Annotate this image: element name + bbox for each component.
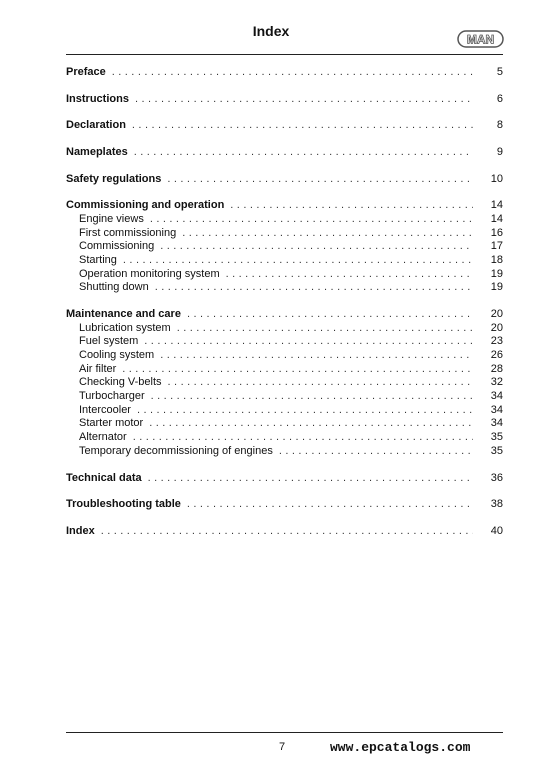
dot-leader [135, 93, 473, 106]
toc-entry-label: Air filter [79, 363, 117, 375]
dot-leader [137, 404, 473, 417]
toc-entry-label: Commissioning and operation [66, 199, 225, 211]
dot-leader [226, 268, 473, 281]
dot-leader [177, 322, 473, 335]
toc-entry-label: Temporary decommissioning of engines [79, 445, 273, 457]
toc-entry-commissioning[interactable] [79, 240, 503, 253]
toc-entry-page: 34 [490, 404, 503, 416]
dot-leader [144, 335, 473, 348]
dot-leader [230, 199, 473, 212]
toc-entry-operation-monitoring-system[interactable] [79, 268, 503, 281]
toc-entry-page: 5 [496, 66, 503, 78]
toc-entry-label: Operation monitoring system [79, 268, 220, 280]
dot-leader [132, 119, 473, 132]
toc-entry-temporary-decommissioning[interactable] [79, 445, 503, 458]
toc-entry-fuel-system[interactable] [79, 335, 503, 348]
dot-leader [122, 363, 473, 376]
toc-entry-declaration[interactable] [66, 119, 503, 132]
toc-entry-label: Maintenance and care [66, 308, 181, 320]
dot-leader [148, 472, 473, 485]
toc-entry-page: 34 [490, 417, 503, 429]
toc-entry-page: 34 [490, 390, 503, 402]
dot-leader [123, 254, 473, 267]
toc-entry-label: Index [66, 525, 95, 537]
toc-entry-label: Commissioning [79, 240, 155, 252]
toc-entry-safety-regulations[interactable] [66, 173, 503, 186]
toc-entry-label: Lubrication system [79, 322, 171, 334]
dot-leader [133, 431, 473, 444]
header-divider [66, 54, 503, 55]
footer-divider [66, 732, 503, 733]
toc-entry-page: 16 [490, 227, 503, 239]
toc-entry-maintenance-and-care[interactable] [66, 308, 503, 321]
toc-entry-page: 36 [490, 472, 503, 484]
toc-entry-instructions[interactable] [66, 93, 503, 106]
toc-entry-engine-views[interactable] [79, 213, 503, 226]
toc-entry-nameplates[interactable] [66, 146, 503, 159]
toc-entry-page: 28 [490, 363, 503, 375]
toc-entry-page: 20 [490, 308, 503, 320]
toc-entry-troubleshooting-table[interactable] [66, 498, 503, 511]
dot-leader [167, 173, 473, 186]
dot-leader [182, 227, 473, 240]
toc-entry-page: 19 [490, 281, 503, 293]
toc-entry-label: Nameplates [66, 146, 128, 158]
dot-leader [150, 213, 473, 226]
toc-entry-label: Safety regulations [66, 173, 162, 185]
toc-entry-page: 19 [490, 268, 503, 280]
toc-entry-commissioning-and-operation[interactable] [66, 199, 503, 212]
toc-entry-page: 14 [490, 199, 503, 211]
toc-entry-starting[interactable] [79, 254, 503, 267]
toc-entry-label: Preface [66, 66, 106, 78]
dot-leader [168, 376, 473, 389]
toc-entry-page: 6 [496, 93, 503, 105]
toc-entry-page: 26 [490, 349, 503, 361]
toc-entry-label: Engine views [79, 213, 144, 225]
toc-entry-page: 20 [490, 322, 503, 334]
toc-entry-label: Declaration [66, 119, 126, 131]
toc-entry-page: 38 [490, 498, 503, 510]
page-title: Index [252, 23, 290, 39]
toc-entry-starter-motor[interactable] [79, 417, 503, 430]
toc-entry-page: 9 [496, 146, 503, 158]
toc-entry-alternator[interactable] [79, 431, 503, 444]
toc-entry-page: 23 [490, 335, 503, 347]
dot-leader [187, 498, 473, 511]
toc-entry-page: 18 [490, 254, 503, 266]
page-number: 7 [279, 741, 286, 753]
toc-entry-lubrication-system[interactable] [79, 322, 503, 335]
man-logo [457, 30, 504, 48]
dot-leader [112, 66, 473, 79]
toc-entry-label: Starting [79, 254, 117, 266]
dot-leader [160, 349, 473, 362]
toc-entry-technical-data[interactable] [66, 472, 503, 485]
toc-entry-page: 35 [490, 431, 503, 443]
toc-entry-label: Technical data [66, 472, 142, 484]
toc-entry-label: Intercooler [79, 404, 131, 416]
dot-leader [151, 390, 473, 403]
toc-entry-shutting-down[interactable] [79, 281, 503, 294]
toc-entry-page: 35 [490, 445, 503, 457]
toc-entry-preface[interactable] [66, 66, 503, 79]
toc-entry-label: Troubleshooting table [66, 498, 181, 510]
toc-entry-label: Starter motor [79, 417, 144, 429]
toc-entry-page: 17 [490, 240, 503, 252]
dot-leader [149, 417, 473, 430]
toc-entry-label: Alternator [79, 431, 127, 443]
footer-url[interactable]: www.epcatalogs.com [330, 740, 471, 755]
dot-leader [279, 445, 473, 458]
toc-entry-checking-v-belts[interactable] [79, 376, 503, 389]
svg-text:MAN: MAN [466, 32, 495, 47]
dot-leader [187, 308, 473, 321]
toc-entry-index[interactable] [66, 525, 503, 538]
dot-leader [155, 281, 473, 294]
toc-entry-intercooler[interactable] [79, 404, 503, 417]
dot-leader [134, 146, 473, 159]
toc-entry-page: 10 [490, 173, 503, 185]
toc-entry-page: 14 [490, 213, 503, 225]
toc-entry-air-filter[interactable] [79, 363, 503, 376]
toc-entry-label: Fuel system [79, 335, 139, 347]
dot-leader [160, 240, 473, 253]
toc-entry-label: Instructions [66, 93, 129, 105]
toc-entry-label: Shutting down [79, 281, 149, 293]
toc-entry-label: Checking V-belts [79, 376, 162, 388]
dot-leader [101, 525, 473, 538]
toc-entry-cooling-system[interactable] [79, 349, 503, 362]
toc-entry-label: First commissioning [79, 227, 177, 239]
toc-entry-page: 40 [490, 525, 503, 537]
toc-entry-label: Cooling system [79, 349, 155, 361]
toc-entry-page: 8 [496, 119, 503, 131]
toc-entry-first-commissioning[interactable] [79, 227, 503, 240]
toc-entry-page: 32 [490, 376, 503, 388]
toc-entry-turbocharger[interactable] [79, 390, 503, 403]
toc-entry-label: Turbocharger [79, 390, 145, 402]
